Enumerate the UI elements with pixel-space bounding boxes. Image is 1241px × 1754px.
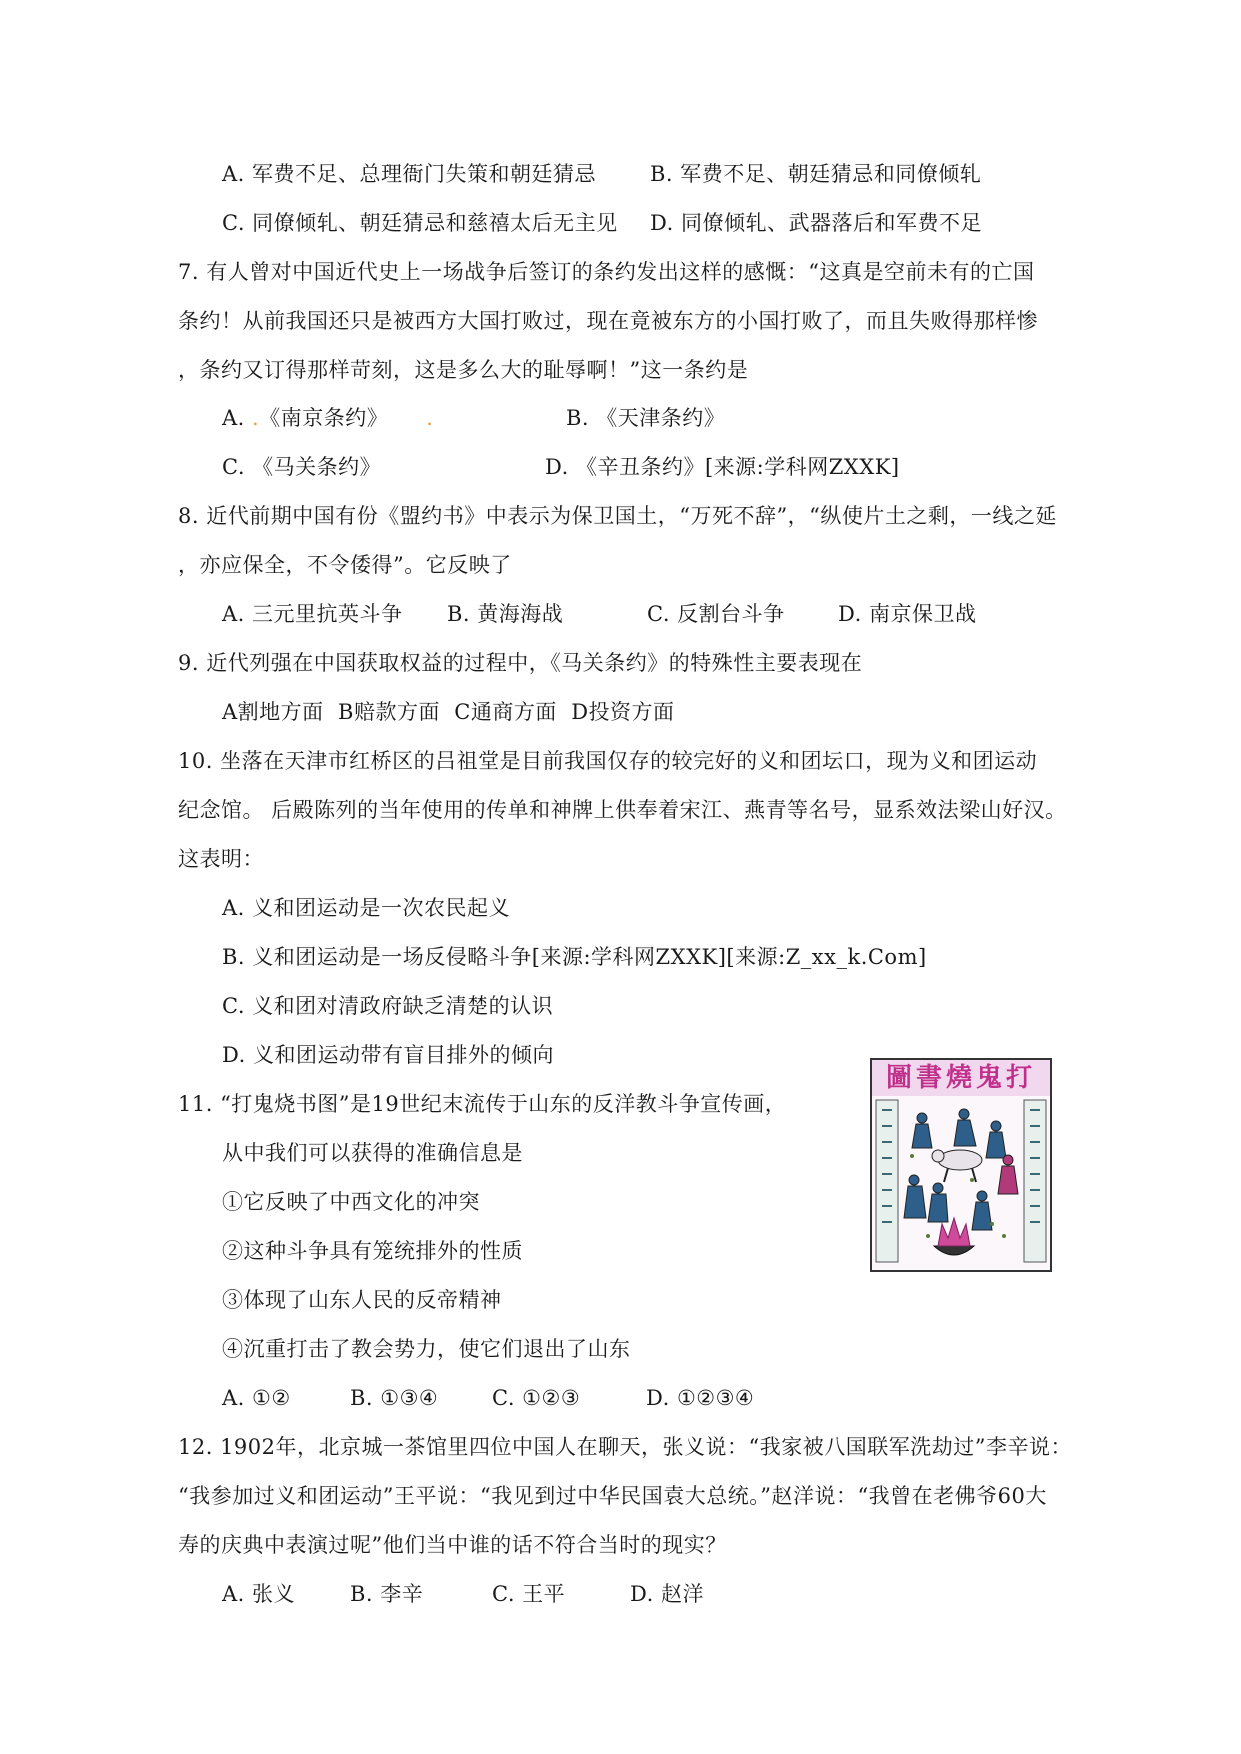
q11-item-3: ③体现了山东人民的反帝精神 xyxy=(222,1288,502,1312)
q8-option-d: D. 南京保卫战 xyxy=(838,602,977,626)
q11-option-b: B. ①③④ xyxy=(350,1386,439,1410)
q7-stem-line-2: 条约！从前我国还只是被西方大国打败过，现在竟被东方的小国打败了，而且失败得那样惨 xyxy=(178,309,1038,333)
woodcut-illustration xyxy=(870,1058,1052,1272)
q11-option-c: C. ①②③ xyxy=(492,1386,581,1410)
q6-option-c: C. 同僚倾轧、朝廷猜忌和慈禧太后无主见 xyxy=(222,211,618,235)
q11-stem-line-2: 从中我们可以获得的准确信息是 xyxy=(222,1141,523,1165)
q11-item-4: ④沉重打击了教会势力，使它们退出了山东 xyxy=(222,1337,631,1361)
q7-option-b: B. 《天津条约》 xyxy=(566,406,726,430)
q8-stem-line-2: ，亦应保全，不令倭得”。它反映了 xyxy=(178,553,512,577)
q9-options: A割地方面 B赔款方面 C通商方面 D投资方面 xyxy=(222,700,675,724)
q6-option-a: A. 军费不足、总理衙门失策和朝廷猜忌 xyxy=(222,162,597,186)
q7-option-c: C. 《马关条约》 xyxy=(222,455,382,479)
q10-stem-line-3: 这表明： xyxy=(178,847,264,871)
q8-option-a: A. 三元里抗英斗争 xyxy=(222,602,403,626)
q7-option-a-text: 《南京条约》 xyxy=(259,406,389,430)
q7-option-d: D. 《辛丑条约》[来源:学科网ZXXK] xyxy=(545,455,900,479)
q11-option-d: D. ①②③④ xyxy=(646,1386,755,1410)
q7-option-a xyxy=(222,404,433,432)
q12-stem-line-2: “我参加过义和团运动”王平说：“我见到过中华民国袁大总统。”赵洋说：“我曾在老佛爷60大 xyxy=(178,1484,1047,1508)
q11-item-1: ①它反映了中西文化的冲突 xyxy=(222,1190,480,1214)
q10-option-b: B. 义和团运动是一场反侵略斗争[来源:学科网ZXXK][来源:Z_xx_k.Com] xyxy=(222,945,927,969)
q11-option-a: A. ①② xyxy=(222,1386,291,1410)
q6-option-d: D. 同僚倾轧、武器落后和军费不足 xyxy=(650,211,982,235)
q10-stem-line-2: 纪念馆。 后殿陈列的当年使用的传单和神牌上供奉着宋江、燕青等名号，显系效法梁山好汉。 xyxy=(178,798,1067,822)
q10-option-d: D. 义和团运动带有盲目排外的倾向 xyxy=(222,1043,554,1067)
q6-option-b: B. 军费不足、朝廷猜忌和同僚倾轧 xyxy=(650,162,982,186)
q10-stem-line-1: 10. 坐落在天津市红桥区的吕祖堂是目前我国仅存的较完好的义和团坛口，现为义和团运动 xyxy=(178,749,1038,773)
q7-stem-line-1: 7. 有人曾对中国近代史上一场战争后签订的条约发出这样的感慨：“这真是空前未有的亡国 xyxy=(178,260,1035,284)
q11-item-2: ②这种斗争具有笼统排外的性质 xyxy=(222,1239,523,1263)
q8-option-b: B. 黄海海战 xyxy=(447,602,564,626)
q7-stem-line-3: ，条约又订得那样苛刻，这是多么大的耻辱啊！”这一条约是 xyxy=(178,358,749,382)
woodcut-scene xyxy=(872,1096,1050,1270)
q12-option-b: B. 李辛 xyxy=(350,1582,424,1606)
q12-option-a: A. 张义 xyxy=(222,1582,296,1606)
q10-option-a: A. 义和团运动是一次农民起义 xyxy=(222,896,511,920)
q12-stem-line-1: 12. 1902年，北京城一茶馆里四位中国人在聊天，张义说：“我家被八国联军洗劫过”李辛说： xyxy=(178,1435,1072,1459)
q12-option-c: C. 王平 xyxy=(492,1582,566,1606)
q10-option-c: C. 义和团对清政府缺乏清楚的认识 xyxy=(222,994,554,1018)
q12-stem-line-3: 寿的庆典中表演过呢”他们当中谁的话不符合当时的现实？ xyxy=(178,1533,727,1557)
q11-stem-line-1: 11. “打鬼烧书图”是19世纪末流传于山东的反洋教斗争宣传画， xyxy=(178,1092,787,1116)
q7-option-a-dot-2: . xyxy=(426,406,434,430)
q8-stem-line-1: 8. 近代前期中国有份《盟约书》中表示为保卫国土，“万死不辞”，“纵使片土之剩，一线之延 xyxy=(178,504,1057,528)
woodcut-title: 圖書燒鬼打 xyxy=(872,1060,1050,1098)
q7-option-a-dot: . xyxy=(252,406,260,430)
q8-option-c: C. 反割台斗争 xyxy=(647,602,785,626)
q12-option-d: D. 赵洋 xyxy=(630,1582,704,1606)
q9-stem: 9. 近代列强在中国获取权益的过程中，《马关条约》的特殊性主要表现在 xyxy=(178,651,863,675)
q7-option-a-prefix: A. xyxy=(222,406,253,430)
